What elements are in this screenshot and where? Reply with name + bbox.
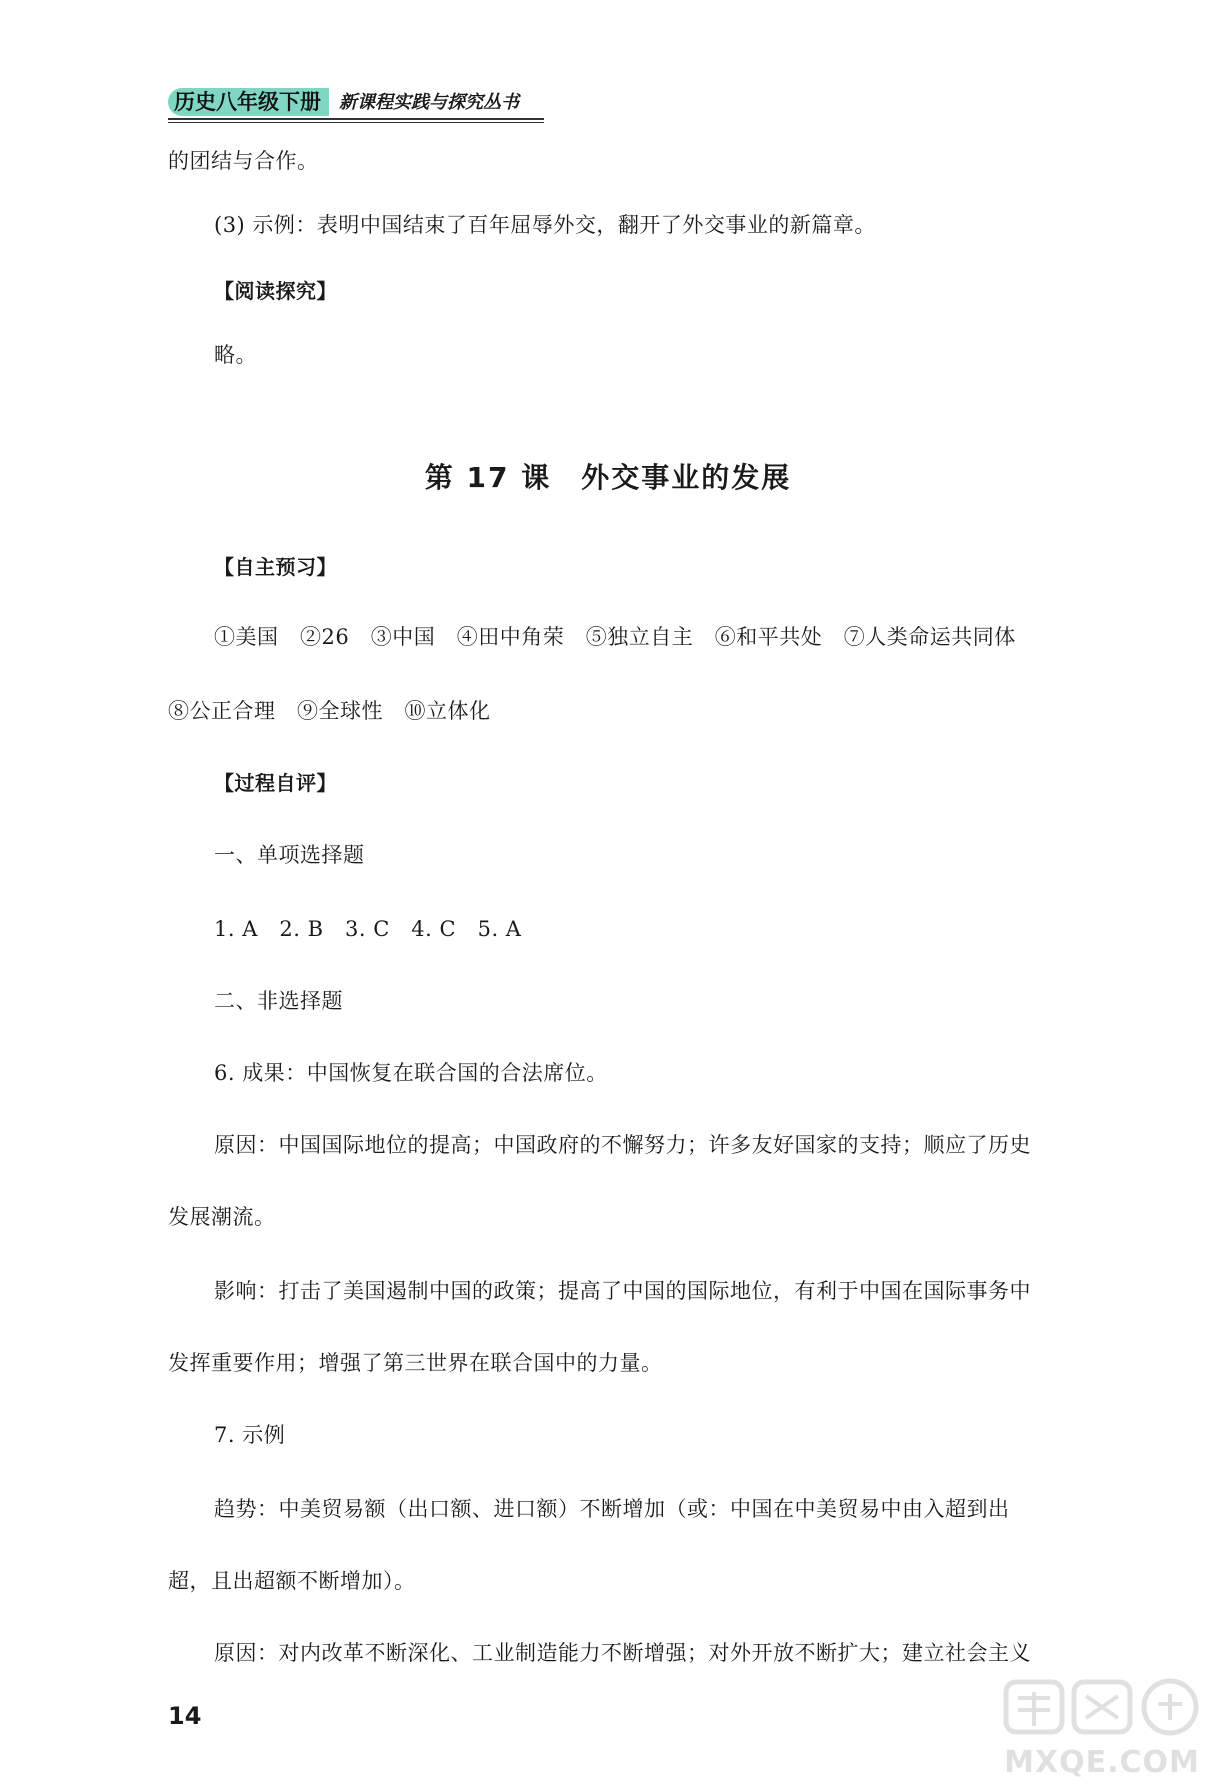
watermark <box>1002 1674 1202 1784</box>
header-rule <box>168 118 544 123</box>
watermark-url: MXQE.COM <box>1004 1745 1200 1780</box>
series-title: 新课程实践与探究丛书 <box>339 92 519 113</box>
section-heading-reading: 【阅读探究】 <box>214 279 337 303</box>
text-line: 原因：对内改革不断深化、工业制造能力不断增强；对外开放不断扩大；建立社会主义 <box>214 1641 1031 1665</box>
lesson-title: 第 17 课 外交事业的发展 <box>424 461 792 494</box>
watermark-logo-icon <box>1002 1674 1202 1738</box>
text-line: 趋势：中美贸易额（出口额、进口额）不断增加（或：中国在中美贸易中由入超到出 <box>214 1497 1010 1521</box>
book-title-badge: 历史八年级下册 <box>168 88 329 116</box>
text-line: 发展潮流。 <box>168 1205 276 1229</box>
preview-answers-line: ①美国 ②26 ③中国 ④田中角荣 ⑤独立自主 ⑥和平共处 ⑦人类命运共同体 <box>214 625 1016 649</box>
text-line: 6. 成果：中国恢复在联合国的合法席位。 <box>214 1061 608 1085</box>
choice-answers: 1. A 2. B 3. C 4. C 5. A <box>214 917 522 941</box>
page-header <box>168 86 519 116</box>
section-heading-process: 【过程自评】 <box>214 771 337 795</box>
text-line: 略。 <box>214 343 257 367</box>
part-heading: 一、单项选择题 <box>214 843 365 867</box>
text-line: 7. 示例 <box>214 1423 286 1447</box>
text-line: 发挥重要作用；增强了第三世界在联合国中的力量。 <box>168 1351 663 1375</box>
section-heading-preview: 【自主预习】 <box>214 555 337 579</box>
text-line: 影响：打击了美国遏制中国的政策；提高了中国的国际地位，有利于中国在国际事务中 <box>214 1279 1031 1303</box>
text-line: 超，且出超额不断增加）。 <box>168 1569 416 1593</box>
page-number: 14 <box>168 1702 202 1730</box>
text-line: (3) 示例：表明中国结束了百年屈辱外交，翻开了外交事业的新篇章。 <box>214 213 876 237</box>
preview-answers-line: ⑧公正合理 ⑨全球性 ⑩立体化 <box>168 699 491 723</box>
part-heading: 二、非选择题 <box>214 989 343 1013</box>
text-line: 的团结与合作。 <box>168 149 319 173</box>
text-line: 原因：中国国际地位的提高；中国政府的不懈努力；许多友好国家的支持；顺应了历史 <box>214 1133 1031 1157</box>
